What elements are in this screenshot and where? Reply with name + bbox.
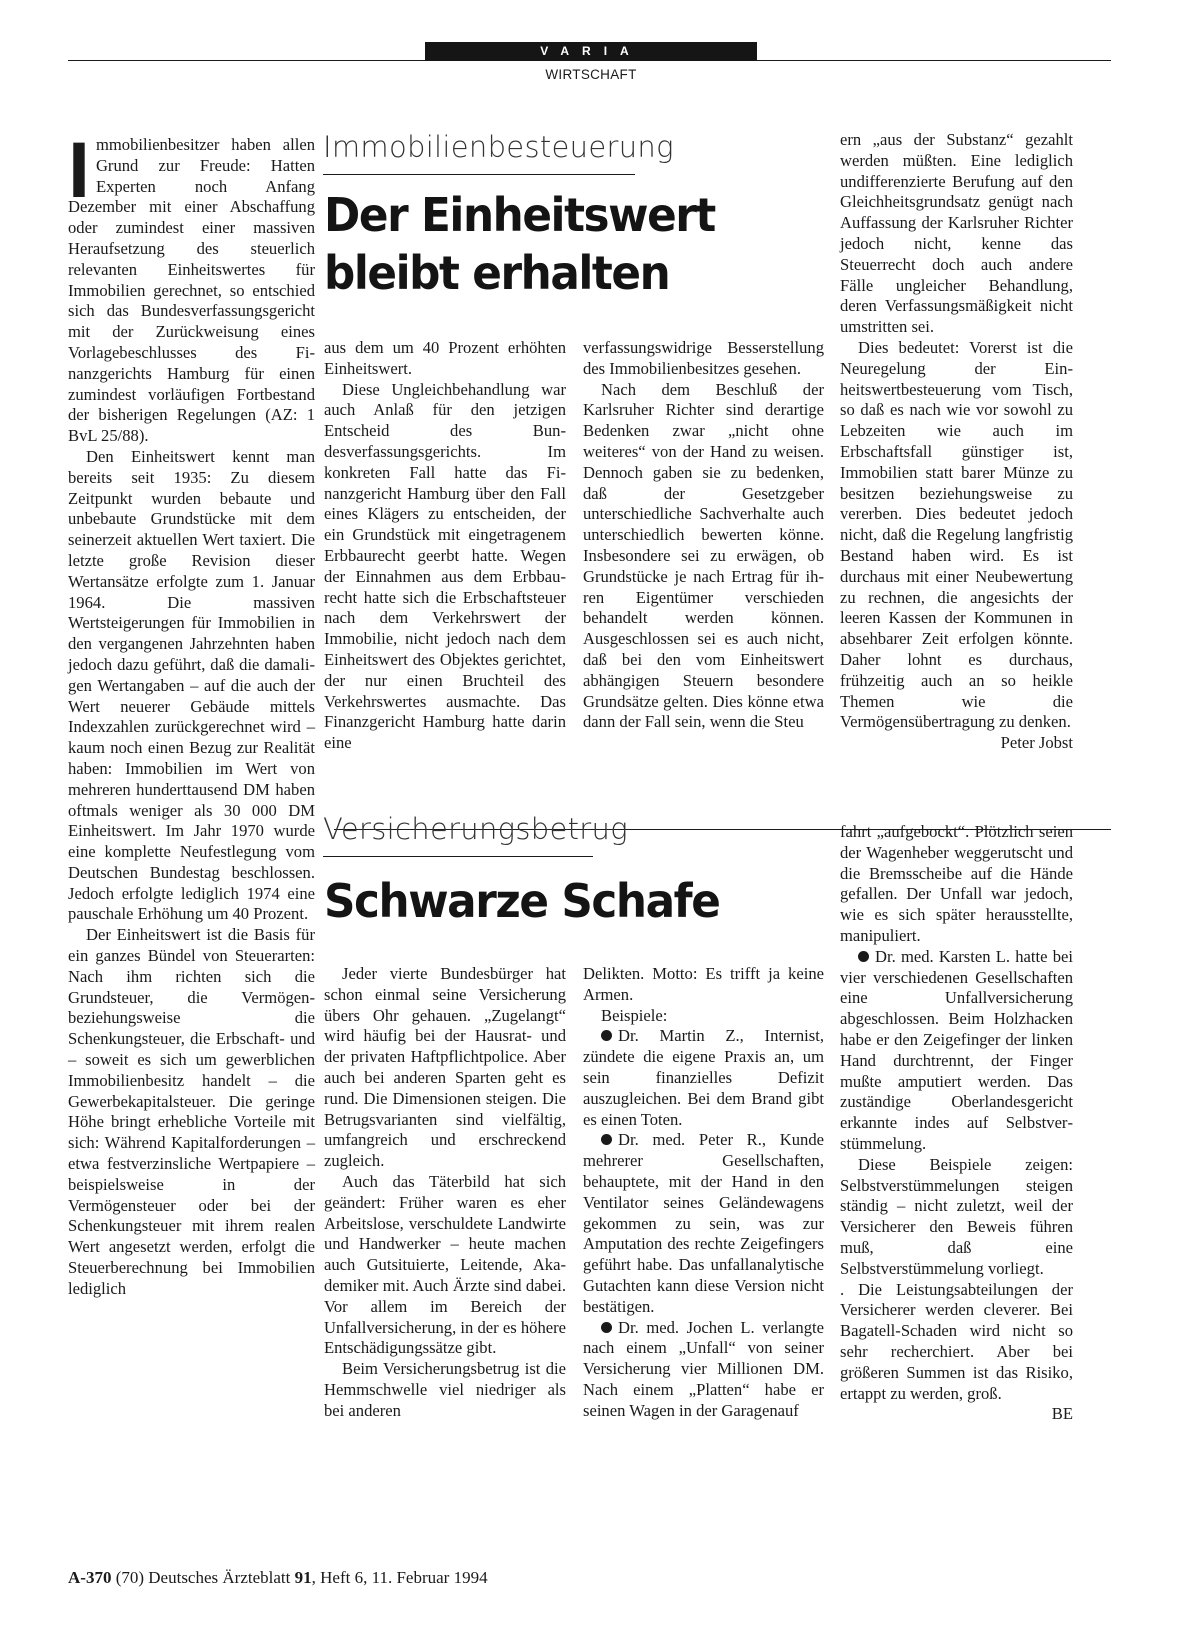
bullet-item xyxy=(583,1318,824,1422)
paragraph: Jeder vierte Bundesbürger hat schon einmal seine Versicherung übers Ohr gehauen. „Zugelangt“ wird häufig bei der Hausrat- und der privaten Haftpflichtpolice. Aber auch bei anderen Sparten geht es rund. Die Dimensionen steigen. Die Betrugsvarianten sind vielfältig, umfangreich und erschreckend zugleich. xyxy=(324,964,566,1171)
article1-kicker: Immobilienbesteuerung xyxy=(323,130,674,164)
bullet-text: Dr. med. Jochen L. verlangte nach einem „Unfall“ von seiner Versicherung vier Millionen DM. Nach einem „Platten“ habe er seinen Wagen in der Garagenauf xyxy=(583,1317,824,1420)
article2-column-3 xyxy=(583,964,824,1422)
paragraph: Beispiele: xyxy=(601,1005,668,1025)
paragraph: aus dem um 40 Prozent erhöhten Einheitswert. xyxy=(324,338,566,378)
author-byline: BE xyxy=(1051,1404,1073,1424)
bullet-dot-icon xyxy=(601,1134,612,1145)
paragraph: fahrt „aufgebockt“. Plötzlich seien der Wagenheber weggerutscht und die Bremsscheibe auf die Hände gefallen. Der Unfall war jedoch, wie es sich später herausstellte, manipuliert. xyxy=(840,822,1073,945)
paragraph: Dies bedeutet: Vorerst ist die Neuregelung der Einheitswertbesteuerung vom Tisch, so daß es nach wie vor sowohl zu Lebzeiten wie auch im Erbschaftsfall günstiger ist, Immobilien statt barer Münze zu besitzen beziehungsweise zu vererben. Dies bedeutet jedoch nicht, daß die Regelung langfristig Bestand haben wird. Es ist durchaus mit einer Neubewertung zu rechnen, die angesichts der leeren Kassen der Kommunen in absehbarer Zeit erfolgen könnte. Daher lohnt es durchaus, frühzeitig auch an so heikle Themen wie die Vermögensübertragung zu denken. xyxy=(840,337,1073,732)
paragraph: ern „aus der Substanz“ gezahlt werden müßten. Eine lediglich undifferenzierte Berufung auf den Gleichheitsgrundsatz genügt nach Auffassung der Karlsruher Richter jedoch nicht, kenne das Steuerrecht doch auch andere Fälle ungleicher Behandlung, deren Verfassungsmäßigkeit nicht umstritten sei. xyxy=(840,130,1073,337)
paragraph: Nach dem Beschluß der Karlsruher Richter sind derartige Bedenken zwar „nicht ohne weiteres“ von der Hand zu weisen. Dennoch gaben sie zu bedenken, daß der Gesetzgeber unterschiedliche Sachverhalte auch unterschiedlich bewerten könne. Insbesondere sei zu erwägen, ob Grundstücke je nach Ertrag für ihren Eigentümer verschieden behandelt werden können. Ausgeschlossen sei es auch nicht, daß bei den vom Einheitswert abhängigen Steuern besondere Grundsätze gelten. Dies könne etwa dann der Fall sein, wenn die Steu xyxy=(583,379,824,732)
paragraph: Beim Versicherungsbetrug ist die Hemmschwelle viel niedriger als bei anderen xyxy=(324,1359,566,1420)
volume-number: 91 xyxy=(294,1568,312,1587)
article1-headline xyxy=(324,186,715,302)
article1-column-3 xyxy=(583,338,824,733)
bullet-text: Dr. med. Peter R., Kunde mehrerer Gesellschaften, behauptete, mit der Hand in den Ventilator seines Geländewagens gekommen zu sein, was zur Amputation des rechte Zeigefingers geführt habe. Das unfallanalytische Gutachten kann diese Version nicht bestätigen. xyxy=(583,1130,824,1316)
kicker-underline xyxy=(323,856,593,857)
article1-column-4 xyxy=(840,130,1073,754)
drop-cap: I xyxy=(68,125,90,214)
bullet-dot-icon xyxy=(601,1322,612,1333)
author-byline: Peter Jobst xyxy=(1000,733,1073,753)
paragraph-text: mmobilienbesitzer haben allen Grund zur Freude: Hatten Experten noch Anfang Dezember mit einer Abschaffung oder zumindest einer massiven Heraufsetzung des steuerlich relevanten Einheitswertes für Immobilien gerechnet, so entschied sich das Bundesverfassungsgericht mit der Zurückweisung eines Vorlagebeschlusses des Finanzgerichts Hamburg für einen zumindest vorläufigen Fortbestand der bisherigen Regelungen (AZ: 1 BvL 25/88). xyxy=(68,135,315,446)
article1-lead-paragraph xyxy=(68,125,315,447)
page-footer xyxy=(68,1568,488,1588)
paragraph: Der Einheitswert ist die Basis für ein ganzes Bündel von Steuerarten: Nach ihm richten sich die Grundsteuer, die Vermögen- beziehungsweise die Schenkungsteuer, die Erbschaft- und – soweit es sich um gewerblichen Immobilienbesitz handelt – die Gewerbekapitalsteuer. Die geringe Höhe bringt erhebliche Vorteile mit sich: Während Kapitalforderungen – etwa festverzinsliche Wertpapiere – beispielsweise in der Vermögensteuer oder bei der Schenkungsteuer mit ihrem realen Wert angesetzt werden, erfolgt die Steuerberechnung bei Immobilien lediglich xyxy=(68,925,315,1298)
bullet-item xyxy=(583,1130,824,1317)
paragraph: verfassungswidrige Besserstellung des Immobilienbesitzes gesehen. xyxy=(583,338,824,378)
bullet-item xyxy=(583,1026,824,1130)
section-label: WIRTSCHAFT xyxy=(545,67,637,82)
bullet-dot-icon xyxy=(858,951,869,962)
journal-text: (70) Deutsches Ärzteblatt xyxy=(115,1568,291,1587)
issue-date: , Heft 6, 11. Februar 1994 xyxy=(311,1568,488,1587)
article1-column-1 xyxy=(68,125,315,1300)
paragraph: Diese Beispiele zeigen: Selbstverstümmelungen steigen ständig – nicht zuletzt, weil der Versicherer den Beweis führen muß, daß eine Selbstverstümmelung vorliegt. xyxy=(840,1154,1073,1278)
kicker-underline xyxy=(323,174,635,175)
article2-kicker: Versicherungsbetrug xyxy=(323,812,628,846)
article2-column-4 xyxy=(840,822,1073,1425)
article1-column-2 xyxy=(324,338,566,754)
page-code: A-370 xyxy=(68,1568,112,1587)
headline-line: bleibt erhalten xyxy=(324,246,670,300)
bullet-item xyxy=(840,947,1073,1155)
bullet-text: Dr. med. Karsten L. hatte bei vier verschiedenen Gesellschaften eine Unfallversicherung abgeschlossen. Beim Holzhacken habe er den Zeigefinger der linken Hand durchtrennt, der Finger mußte amputiert werden. Das zuständige Oberlandesgericht erkannte indes auf Selbstverstümmelung. xyxy=(840,946,1073,1153)
article2-column-2 xyxy=(324,964,566,1422)
article2-headline: Schwarze Schafe xyxy=(324,874,720,928)
paragraph: Auch das Täterbild hat sich geändert: Früher waren es eher Arbeitslose, verschuldete Landwirte und Handwerker – heute machen auch Gutsituierte, Leitende, Akademiker mit. Auch Ärzte sind dabei. Vor allem im Bereich der Unfallversicherung, in der es höhere Entschädigungssätze gibt. xyxy=(324,1171,566,1358)
paragraph: Delikten. Motto: Es trifft ja keine Armen. xyxy=(583,964,824,1004)
paragraph: Den Einheitswert kennt man bereits seit 1935: Zu diesem Zeitpunkt wurden bebaute und unbebaute Grundstücke mit dem seinerzeit aktuellen Wert taxiert. Die letzte große Revision dieser Wertansätze erfolgte zum 1. Januar 1964. Die massiven Wertsteigerungen für Immobilien in den vergangenen Jahrzehnten haben jedoch dazu geführt, daß die damaligen Wertangaben – auf die auch der Wert neuerer Gebäude mittels Indexzahlen zurückgerechnet wird – kaum noch einen Bezug zur Realität haben: Immobilien im Wert von mehreren hunderttausend DM haben oftmals weniger als 30 000 DM Einheitswert. Im Jahr 1970 wurde eine komplette Neufestlegung vom Deutschen Bundestag beschlossen. Jedoch erfolgte lediglich 1974 eine pauschale Erhöhung um 40 Prozent. xyxy=(68,446,315,924)
section-band: VARIA xyxy=(425,42,757,61)
paragraph: Diese Ungleichbehandlung war auch Anlaß für den jetzigen Entscheid des Bundesverfassungsgerichts. Im konkreten Fall hatte das Finanzgericht Hamburg über den Fall eines Klägers zu entscheiden, der ein Grundstück mit eingetragenem Erbbaurecht geerbt hatte. Wegen der Einnahmen aus dem Erbbaurecht hatte sich die Erbschaftsteuer nach dem Verkehrswert der Immobilie, nicht jedoch nach dem Einheitswert des Objektes gerichtet, der nur einen Bruchteil des Verkehrswertes ausmachte. Das Finanzgericht Hamburg hatte darin eine xyxy=(324,379,566,753)
headline-line: Der Einheitswert xyxy=(324,188,715,242)
paragraph: . Die Leistungsabteilungen der Versicherer werden cleverer. Bei Bagatell-Schaden wird nicht so sehr recherchiert. Aber bei größeren Summen ist das Risiko, ertappt zu werden, groß. xyxy=(840,1279,1073,1403)
bullet-text: Dr. Martin Z., Internist, zündete die eigene Praxis an, um sein finanzielles Defizit auszugleichen. Bei dem Brand gibt es einen Toten. xyxy=(583,1026,824,1129)
bullet-dot-icon xyxy=(601,1030,612,1041)
